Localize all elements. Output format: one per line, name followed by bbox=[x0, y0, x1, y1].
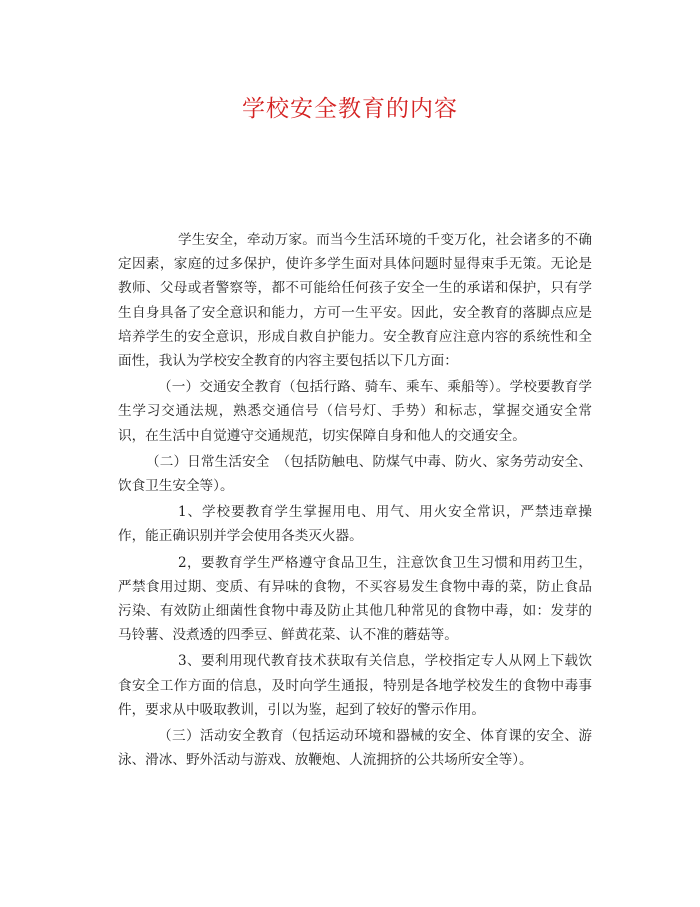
document-body bbox=[118, 228, 592, 772]
intro-paragraph: 学生安全，牵动万家。而当今生活环境的千变万化，社会诸多的不确定因素，家庭的过多保护，使许多学生面对具体问题时显得束手无策。无论是教师、父母或者警察等，都不可能给任何孩子安全一生的承诺和保护，只有学生自身具备了安全意识和能力，方可一生平安。因此，安全教育的落脚点应是培养学生的安全意识，形成自救自护能力。安全教育应注意内容的系统性和全面性，我认为学校安全教育的内容主要包括以下几方面： bbox=[118, 232, 592, 370]
food-hygiene-paragraph: 2，要教育学生严格遵守食品卫生，注意饮食卫生习惯和用药卫生，严禁食用过期、变质、有异味的食物，不买容易发生食物中毒的菜，防止食品污染、有效防止细菌性食物中毒及防止其他几种常见的食物中毒，如：发芽的马铃薯、没煮透的四季豆、鲜黄花菜、认不准的蘑菇等。 bbox=[118, 554, 592, 644]
activity-safety-paragraph: （三）活动安全教育（包括运动环境和器械的安全、体育课的安全、游泳、滑冰、野外活动与游戏、放鞭炮、人流拥挤的公共场所安全等）。 bbox=[118, 728, 592, 769]
daily-life-safety-paragraph: （二）日常生活安全 （包括防触电、防煤气中毒、防火、家务劳动安全、饮食卫生安全等）。 bbox=[118, 453, 592, 495]
electricity-gas-fire-paragraph: 1、学校要教育学生掌握用电、用气、用火安全常识，严禁违章操作，能正确识别并学会使用各类灭火器。 bbox=[118, 504, 592, 545]
document-title: 学校安全教育的内容 bbox=[242, 96, 458, 122]
information-notice-paragraph: 3、要利用现代教育技术获取有关信息，学校指定专人从网上下载饮食安全工作方面的信息，及时向学生通报，特别是各地学校发生的食物中毒事件，要求从中吸取教训，引以为鉴，起到了较好的警示作用。 bbox=[118, 653, 592, 718]
traffic-safety-paragraph: （一）交通安全教育（包括行路、骑车、乘车、乘船等）。学校要教育学生学习交通法规，熟悉交通信号（信号灯、手势）和标志，掌握交通安全常识，在生活中自觉遵守交通规范，切实保障自身和他人的交通安全。 bbox=[118, 379, 592, 444]
